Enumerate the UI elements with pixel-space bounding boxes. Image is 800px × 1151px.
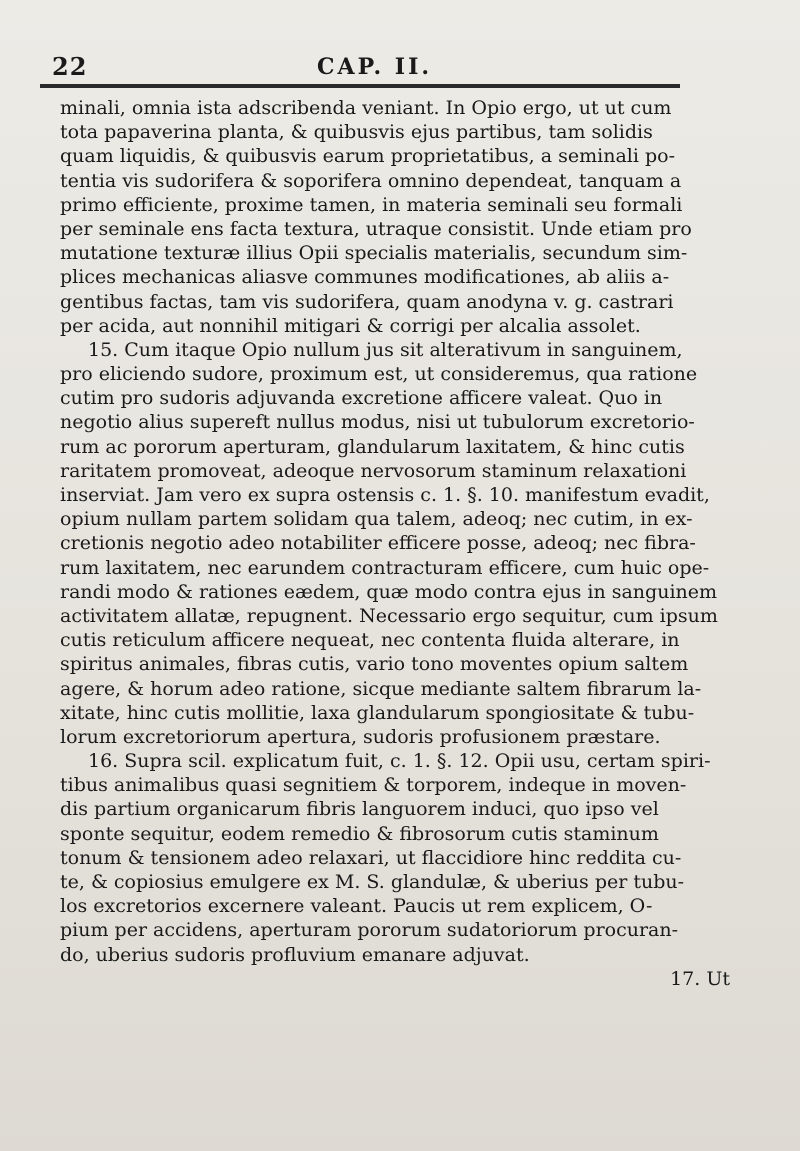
text-line: tibus animalibus quasi segnitiem & torporem, indeque in moven- bbox=[60, 774, 687, 797]
text-line: los excretorios excernere valeant. Paucis ut rem explicem, O- bbox=[60, 895, 653, 918]
text-line: raritatem promoveat, adeoque nervosorum staminum relaxationi bbox=[60, 459, 687, 482]
text-line: lorum excretoriorum apertura, sudoris profusionem præstare. bbox=[60, 725, 661, 748]
text-line: te, & copiosius emulgere ex M. S. glandulæ, & uberius per tubu- bbox=[60, 871, 685, 893]
text-line: gentibus factas, tam vis sudorifera, quam anodyna v. g. castrari bbox=[60, 290, 674, 313]
text-line: cutis reticulum afficere nequeat, nec contenta fluida alterare, in bbox=[60, 629, 680, 652]
text-line: 15. Cum itaque Opio nullum jus sit alterativum in sanguinem, bbox=[88, 338, 683, 361]
text-line: per acida, aut nonnihil mitigari & corrigi per alcalia assolet. bbox=[60, 314, 641, 337]
text-line: 16. Supra scil. explicatum fuit, c. 1. §. 12. Opii usu, certam spiri- bbox=[88, 750, 711, 773]
text-line: rum laxitatem, nec earundem contracturam efficere, cum huic ope- bbox=[60, 556, 710, 579]
text-line: opium nullam partem solidam qua talem, adeoq; nec cutim, in ex- bbox=[60, 508, 693, 531]
text-line: sponte sequitur, eodem remedio & fibrosorum cutis staminum bbox=[60, 822, 659, 845]
text-line: activitatem allatæ, repugnent. Necessario ergo sequitur, cum ipsum bbox=[60, 604, 718, 627]
text-line: mutatione texturæ illius Opii specialis materialis, secundum sim- bbox=[60, 242, 688, 265]
text-line: tota papaverina planta, & quibusvis ejus partibus, tam solidis bbox=[60, 121, 653, 144]
text-line: spiritus animales, fibras cutis, vario tono moventes opium saltem bbox=[60, 653, 689, 676]
text-line: cutim pro sudoris adjuvanda excretione afficere valeat. Quo in bbox=[60, 387, 663, 410]
text-line: do, uberius sudoris profluvium emanare adjuvat. bbox=[60, 943, 530, 966]
text-line: plices mechanicas aliasve communes modificationes, ab aliis a- bbox=[60, 266, 670, 289]
text-line: agere, & horum adeo ratione, sicque mediante saltem fibrarum la- bbox=[60, 677, 702, 700]
page-number: 22 bbox=[52, 52, 88, 81]
text-line: minali, omnia ista adscribenda veniant. In Opio ergo, ut ut cum bbox=[60, 97, 672, 119]
running-head: CAP. II. bbox=[317, 54, 433, 80]
text-line: cretionis negotio adeo notabiliter efficere posse, adeoq; nec fibra- bbox=[60, 532, 696, 555]
text-line: per seminale ens facta textura, utraque consistit. Unde etiam pro bbox=[60, 217, 692, 240]
body-text bbox=[60, 96, 750, 991]
text-line: primo efficiente, proxime tamen, in materia seminali seu formali bbox=[60, 193, 683, 216]
catchword: 17. Ut bbox=[670, 967, 730, 990]
text-line: tentia vis sudorifera & soporifera omnino dependeat, tanquam a bbox=[60, 169, 682, 192]
text-line: quam liquidis, & quibusvis earum proprietatibus, a seminali po- bbox=[60, 145, 675, 168]
header-rule bbox=[40, 84, 680, 88]
text-line: randi modo & rationes eædem, quæ modo contra ejus in sanguinem bbox=[60, 580, 718, 603]
text-line: pro eliciendo sudore, proximum est, ut consideremus, qua ratione bbox=[60, 363, 698, 386]
text-line: rum ac pororum aperturam, glandularum laxitatem, & hinc cutis bbox=[60, 435, 685, 458]
text-line: pium per accidens, aperturam pororum sudatoriorum procuran- bbox=[60, 919, 679, 942]
text-line: inserviat. Jam vero ex supra ostensis c. 1. §. 10. manifestum evadit, bbox=[60, 484, 710, 506]
text-line: tonum & tensionem adeo relaxari, ut flaccidiore hinc reddita cu- bbox=[60, 846, 682, 869]
text-line: negotio alius supereft nullus modus, nisi ut tubulorum excretorio- bbox=[60, 411, 695, 434]
text-line: dis partium organicarum fibris languorem induci, quo ipso vel bbox=[60, 798, 659, 821]
text-line: xitate, hinc cutis mollitie, laxa glandularum spongiositate & tubu- bbox=[60, 701, 695, 724]
